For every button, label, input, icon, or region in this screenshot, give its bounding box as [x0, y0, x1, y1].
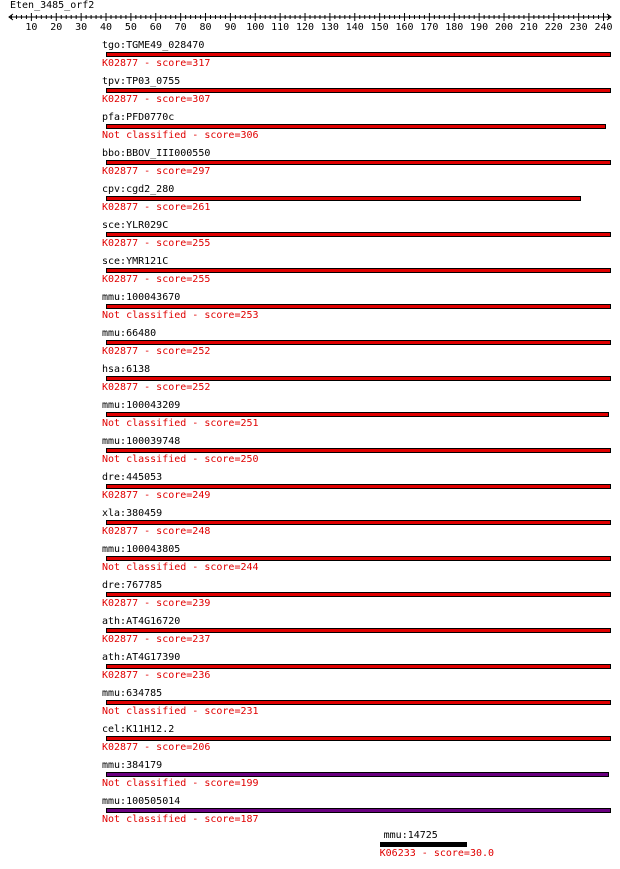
hit-alignment-bar[interactable]	[106, 556, 611, 561]
hit-classification: Not classified - score=231	[102, 706, 259, 717]
hit-name[interactable]: ath:AT4G17390	[102, 652, 181, 663]
sequence-ruler	[0, 10, 620, 32]
ruler-tick-label: 20	[50, 22, 63, 32]
hit-classification: K02877 - score=236	[102, 670, 211, 681]
ruler-tick-label: 30	[75, 22, 88, 32]
hit-alignment-bar[interactable]	[106, 412, 608, 417]
hit-name[interactable]: bbo:BBOV_III000550	[102, 148, 211, 159]
hit-alignment-bar[interactable]	[106, 772, 608, 777]
hit-classification: K02877 - score=255	[102, 238, 211, 249]
hit-classification: K02877 - score=255	[102, 274, 211, 285]
hit-alignment-bar[interactable]	[106, 232, 611, 237]
hit-name[interactable]: hsa:6138	[102, 364, 151, 375]
hit-classification: K02877 - score=261	[102, 202, 211, 213]
hit-name[interactable]: mmu:100039748	[102, 436, 181, 447]
hit-name[interactable]: mmu:634785	[102, 688, 163, 699]
ruler-tick-label: 150	[370, 22, 389, 32]
hit-classification: K02877 - score=249	[102, 490, 211, 501]
hit-classification: K02877 - score=252	[102, 382, 211, 393]
hit-classification: K02877 - score=317	[102, 58, 211, 69]
query-name: Eten_3485_orf2	[10, 0, 95, 11]
hit-name[interactable]: pfa:PFD0770c	[102, 112, 175, 123]
hit-classification: K02877 - score=252	[102, 346, 211, 357]
hit-classification: K06233 - score=30.0	[379, 848, 495, 859]
hit-classification: Not classified - score=253	[102, 310, 259, 321]
ruler-tick-label: 100	[246, 22, 265, 32]
ruler-tick-label: 230	[569, 22, 588, 32]
hit-classification: K02877 - score=248	[102, 526, 211, 537]
ruler-tick-label: 180	[445, 22, 464, 32]
ruler-tick-label: 220	[544, 22, 563, 32]
hit-name[interactable]: mmu:100043209	[102, 400, 181, 411]
hit-name[interactable]: xla:380459	[102, 508, 163, 519]
ruler-tick-label: 170	[420, 22, 439, 32]
hit-name[interactable]: sce:YLR029C	[102, 220, 169, 231]
hit-alignment-bar[interactable]	[380, 842, 467, 847]
ruler-tick-label: 240	[594, 22, 613, 32]
hit-alignment-bar[interactable]	[106, 124, 606, 129]
hit-alignment-bar[interactable]	[106, 700, 611, 705]
hit-alignment-bar[interactable]	[106, 484, 611, 489]
hit-name[interactable]: ath:AT4G16720	[102, 616, 181, 627]
hit-name[interactable]: mmu:100043670	[102, 292, 181, 303]
hit-name[interactable]: mmu:66480	[102, 328, 157, 339]
ruler-tick-label: 120	[295, 22, 315, 32]
ruler-tick-label: 70	[174, 22, 187, 32]
hit-alignment-bar[interactable]	[106, 628, 611, 633]
hit-alignment-bar[interactable]	[106, 448, 611, 453]
ruler-tick-label: 10	[25, 22, 38, 32]
ruler-tick-label: 210	[519, 22, 538, 32]
hit-name[interactable]: sce:YMR121C	[102, 256, 169, 267]
hit-classification: K02877 - score=237	[102, 634, 211, 645]
hit-alignment-bar[interactable]	[106, 592, 611, 597]
ruler-tick-label: 40	[99, 22, 113, 32]
hit-alignment-bar[interactable]	[106, 520, 611, 525]
hit-alignment-bar[interactable]	[106, 736, 611, 741]
hit-classification: Not classified - score=187	[102, 814, 259, 825]
hit-name[interactable]: dre:767785	[102, 580, 163, 591]
hit-name[interactable]: cel:K11H12.2	[102, 724, 175, 735]
ruler-tick-label: 50	[124, 22, 137, 32]
hit-alignment-bar[interactable]	[106, 160, 611, 165]
hit-name[interactable]: cpv:cgd2_280	[102, 184, 175, 195]
hit-alignment-bar[interactable]	[106, 196, 581, 201]
ruler-tick-label: 80	[199, 22, 212, 32]
hit-name[interactable]: tgo:TGME49_028470	[102, 40, 205, 51]
hit-name[interactable]: mmu:14725	[383, 830, 438, 841]
hit-alignment-bar[interactable]	[106, 664, 611, 669]
hit-name[interactable]: tpv:TP03_0755	[102, 76, 181, 87]
hit-alignment-bar[interactable]	[106, 268, 611, 273]
hit-alignment-bar[interactable]	[106, 88, 611, 93]
ruler-tick-label: 140	[345, 22, 364, 32]
hit-alignment-bar[interactable]	[106, 52, 611, 57]
ruler-tick-label: 200	[495, 22, 514, 32]
ruler-tick-label: 160	[395, 22, 414, 32]
hit-classification: K02877 - score=206	[102, 742, 211, 753]
hit-alignment-bar[interactable]	[106, 304, 611, 309]
ruler-tick-label: 60	[149, 22, 162, 32]
hit-classification: K02877 - score=239	[102, 598, 211, 609]
hit-classification: Not classified - score=244	[102, 562, 259, 573]
hit-classification: Not classified - score=199	[102, 778, 259, 789]
hit-name[interactable]: mmu:100043805	[102, 544, 181, 555]
hit-classification: Not classified - score=250	[102, 454, 259, 465]
hit-alignment-bar[interactable]	[106, 808, 611, 813]
hit-classification: K02877 - score=297	[102, 166, 211, 177]
hit-name[interactable]: dre:445053	[102, 472, 163, 483]
hit-classification: Not classified - score=306	[102, 130, 259, 141]
hit-alignment-bar[interactable]	[106, 340, 611, 345]
hit-classification: Not classified - score=251	[102, 418, 259, 429]
hit-classification: K02877 - score=307	[102, 94, 211, 105]
ruler-tick-label: 110	[271, 22, 290, 32]
hit-name[interactable]: mmu:100505014	[102, 796, 181, 807]
ruler-tick-label: 130	[320, 22, 339, 32]
hit-name[interactable]: mmu:384179	[102, 760, 163, 771]
hit-alignment-bar[interactable]	[106, 376, 611, 381]
ruler-tick-label: 190	[470, 22, 489, 32]
ruler-tick-label: 90	[224, 22, 237, 32]
